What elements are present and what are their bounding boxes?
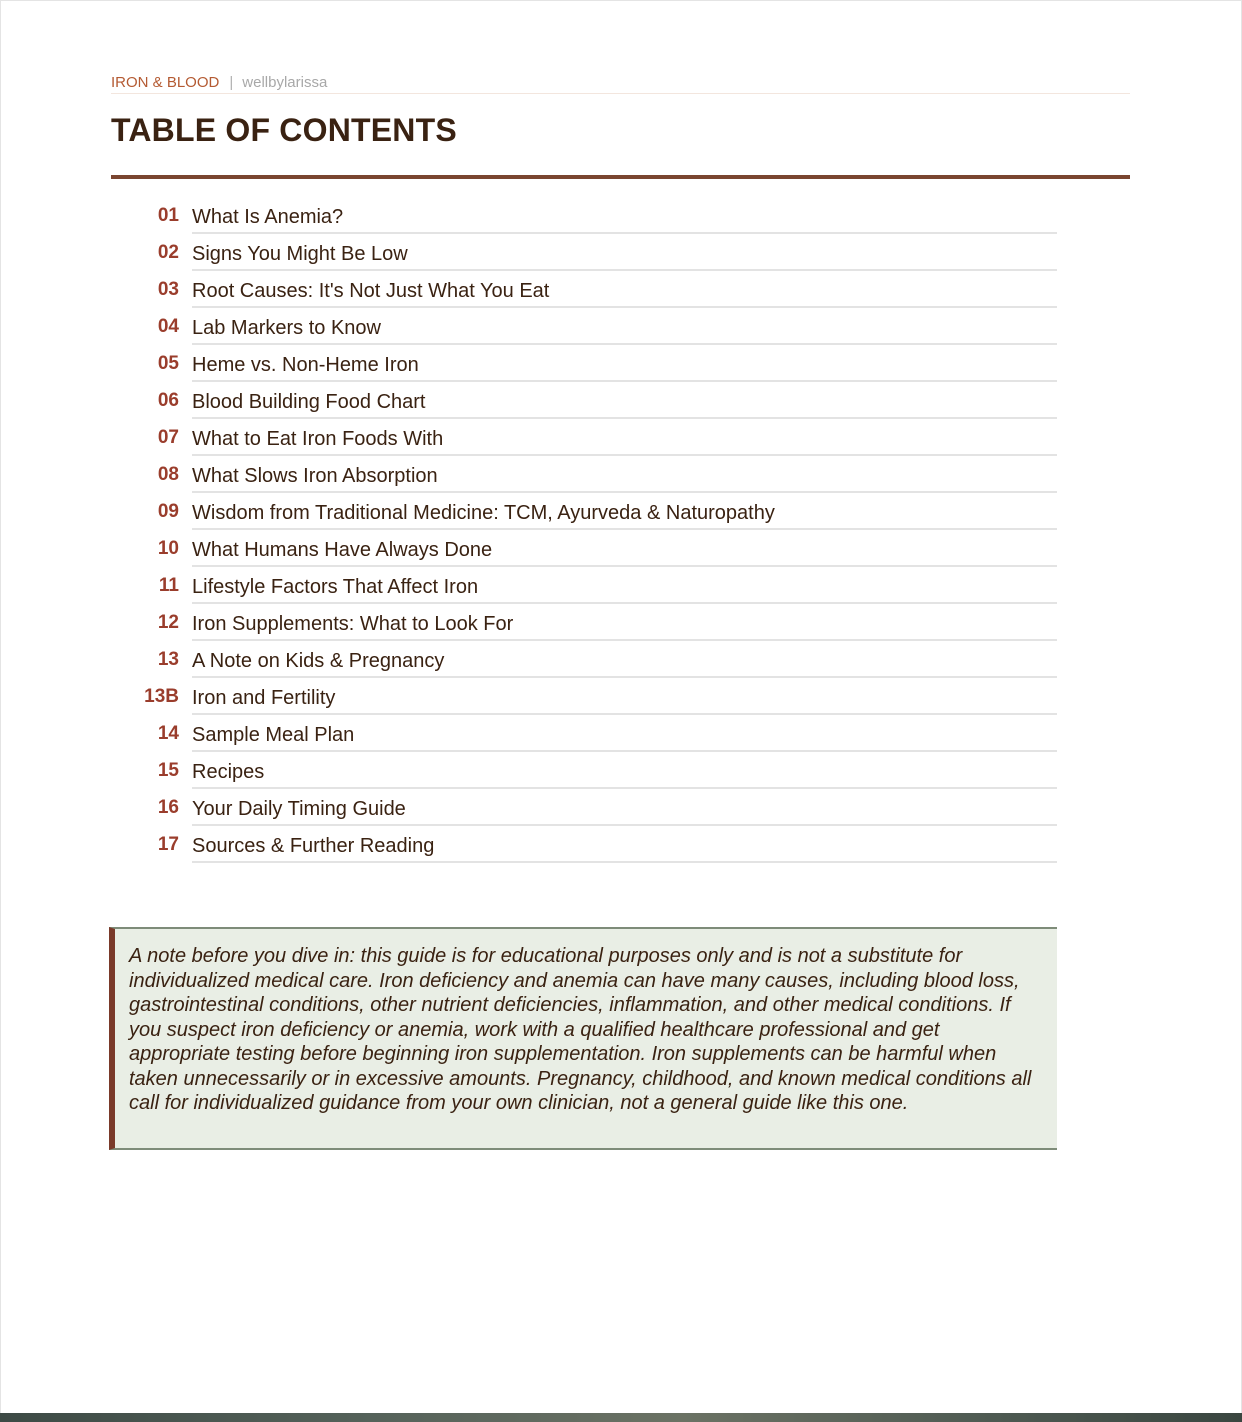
toc-entry[interactable] [111, 345, 1057, 382]
toc-entry-number: 06 [157, 390, 179, 411]
toc-entry[interactable] [111, 308, 1057, 345]
toc-entry-number: 16 [157, 797, 179, 818]
toc-entry-title[interactable]: What to Eat Iron Foods With [192, 419, 1057, 456]
toc-entry-number: 04 [157, 316, 179, 337]
toc-entry-number: 01 [157, 205, 179, 226]
toc-entry[interactable] [111, 789, 1057, 826]
toc-entry[interactable] [111, 419, 1057, 456]
page-title: TABLE OF CONTENTS [111, 112, 457, 148]
toc-entry-number: 08 [157, 464, 179, 485]
toc-entry-title[interactable]: Lifestyle Factors That Affect Iron [192, 567, 1057, 604]
toc-entry-number: 13B [144, 686, 179, 707]
toc-entry[interactable] [111, 567, 1057, 604]
toc-entry[interactable] [111, 715, 1057, 752]
toc-list [111, 197, 1057, 863]
toc-entry-title[interactable]: Lab Markers to Know [192, 308, 1057, 345]
toc-entry-number: 12 [157, 612, 179, 633]
toc-entry-title[interactable]: Sources & Further Reading [192, 826, 1057, 863]
toc-entry-number: 14 [157, 723, 179, 744]
toc-entry-number: 10 [157, 538, 179, 559]
toc-entry-number: 02 [157, 242, 179, 263]
toc-entry-title[interactable]: What Slows Iron Absorption [192, 456, 1057, 493]
toc-entry-title[interactable]: Your Daily Timing Guide [192, 789, 1057, 826]
brand-label: IRON & BLOOD [111, 74, 220, 91]
toc-entry-number: 05 [157, 353, 179, 374]
toc-entry[interactable] [111, 826, 1057, 863]
toc-entry[interactable] [111, 197, 1057, 234]
running-header [111, 74, 327, 92]
header-separator: | [229, 74, 234, 91]
disclaimer-text: A note before you dive in: this guide is for educational purposes only and is not a substitute for individualized medical care. Iron deficiency and anemia can have many causes, including blood loss, gastrointestinal conditions, other nutrient deficiencies, inflammation, and other medical conditions. If you suspect iron deficiency or anemia, work with a qualified healthcare professional and get appropriate testing before beginning iron supplementation. Iron supplements can be harmful when taken unnecessarily or in excessive amounts. Pregnancy, childhood, and known medical conditions all call for individualized guidance from your own clinician, not a general guide like this one. [129, 945, 1032, 1114]
toc-entry-title[interactable]: Recipes [192, 752, 1057, 789]
toc-entry-title[interactable]: What Is Anemia? [192, 197, 1057, 234]
toc-entry[interactable] [111, 752, 1057, 789]
toc-entry[interactable] [111, 271, 1057, 308]
title-divider [111, 175, 1130, 179]
toc-entry-number: 11 [158, 575, 179, 596]
toc-entry[interactable] [111, 493, 1057, 530]
toc-entry-title[interactable]: Iron Supplements: What to Look For [192, 604, 1057, 641]
header-divider [111, 93, 1130, 94]
toc-entry-title[interactable]: Signs You Might Be Low [192, 234, 1057, 271]
toc-entry[interactable] [111, 234, 1057, 271]
toc-entry[interactable] [111, 382, 1057, 419]
toc-entry-number: 17 [157, 834, 179, 855]
toc-entry[interactable] [111, 678, 1057, 715]
toc-entry-title[interactable]: Iron and Fertility [192, 678, 1057, 715]
toc-entry-number: 13 [157, 649, 179, 670]
disclaimer-note [109, 927, 1057, 1150]
toc-entry-title[interactable]: A Note on Kids & Pregnancy [192, 641, 1057, 678]
toc-entry-number: 07 [157, 427, 179, 448]
toc-entry-title[interactable]: What Humans Have Always Done [192, 530, 1057, 567]
author-label: wellbylarissa [242, 74, 328, 91]
toc-entry-number: 15 [157, 760, 179, 781]
toc-entry[interactable] [111, 456, 1057, 493]
toc-entry-number: 03 [157, 279, 179, 300]
toc-entry[interactable] [111, 530, 1057, 567]
toc-entry-title[interactable]: Root Causes: It's Not Just What You Eat [192, 271, 1057, 308]
toc-entry[interactable] [111, 641, 1057, 678]
toc-entry-title[interactable]: Wisdom from Traditional Medicine: TCM, Ayurveda & Naturopathy [192, 493, 1057, 530]
toc-entry-title[interactable]: Blood Building Food Chart [192, 382, 1057, 419]
toc-entry[interactable] [111, 604, 1057, 641]
bottom-background-strip [0, 1413, 1242, 1422]
toc-entry-number: 09 [157, 501, 179, 522]
toc-entry-title[interactable]: Sample Meal Plan [192, 715, 1057, 752]
toc-entry-title[interactable]: Heme vs. Non-Heme Iron [192, 345, 1057, 382]
